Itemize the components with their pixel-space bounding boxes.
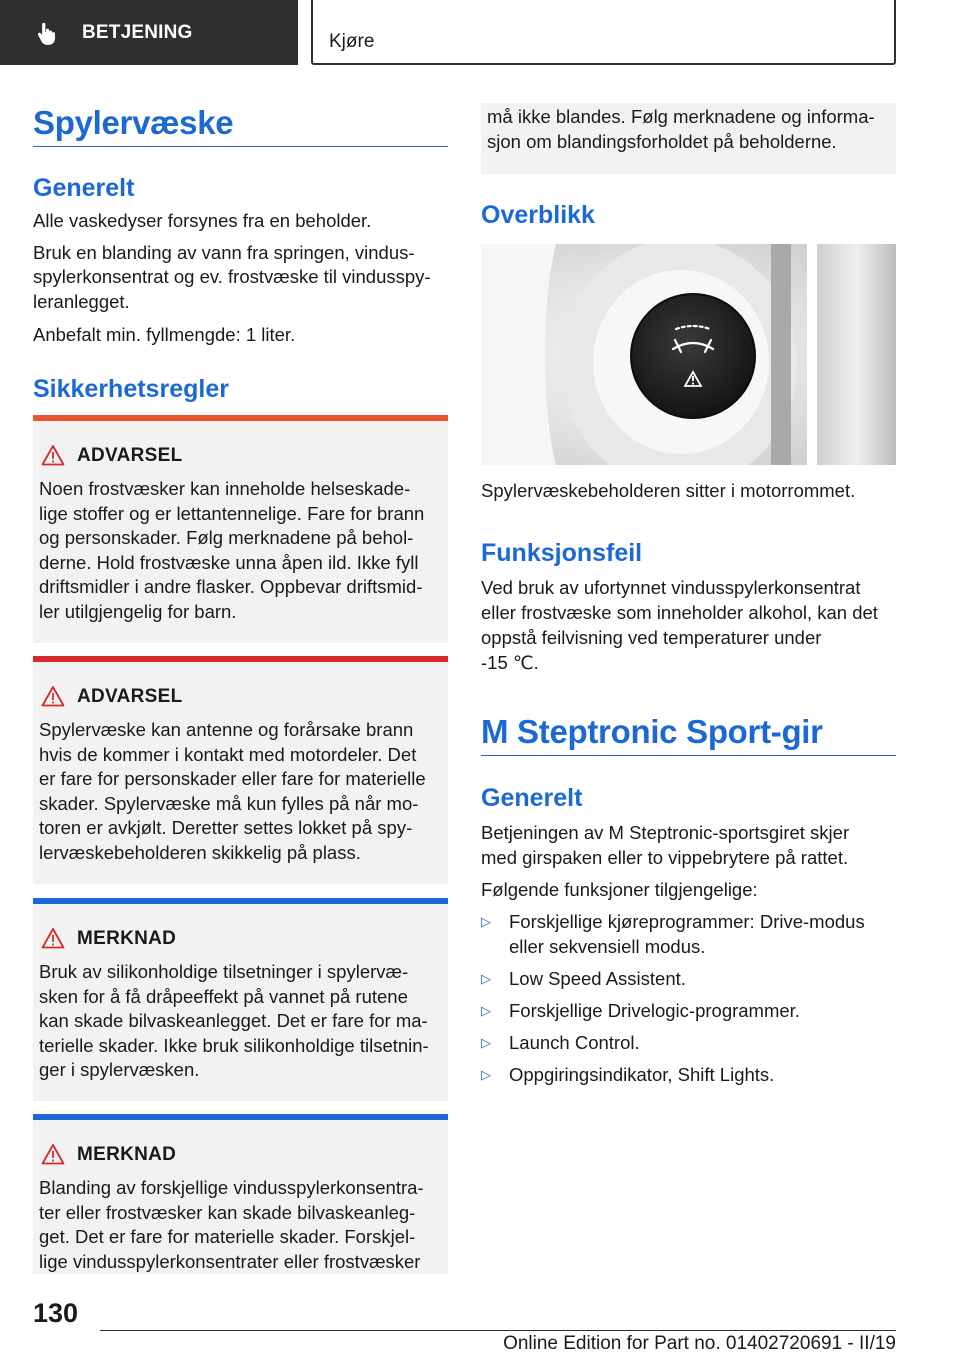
note-line: ter eller frostvæsker kan skade bilvaskeanleg‐ xyxy=(39,1201,416,1223)
note-line: Bruk av silikonholdige tilsetninger i spylervæ‐ xyxy=(39,961,409,982)
warning-line: toren er avkjølt. Deretter settes lokket på spy‐ xyxy=(39,817,413,838)
note-line: Blanding av forskjellige vindusspylerkonsentra‐ xyxy=(39,1177,424,1198)
note-line: lige vindusspylerkonsentrater eller frostvæsker xyxy=(39,1250,421,1272)
safety-heading: Sikkerhetsregler xyxy=(33,375,229,403)
list-item-line: eller sekvensiell modus. xyxy=(509,935,706,957)
warning-line: hvis de kommer i kontakt med motordeler. Det xyxy=(39,743,417,765)
washer-reservoir-photo xyxy=(481,244,896,465)
steptronic-title-rule xyxy=(481,755,896,756)
note-box-continuation xyxy=(481,103,896,174)
warning-line: derne. Hold frostvæske unna åpen ild. Ikke fyll xyxy=(39,551,419,573)
warning-bar xyxy=(33,415,448,421)
note-bar xyxy=(33,898,448,904)
generelt-2-line-2: med girspaken eller to vippebrytere på rattet. xyxy=(481,847,849,868)
note-line: må ikke blandes. Følg merknadene og informa‐ xyxy=(487,106,875,127)
list-item-line: Launch Control. xyxy=(509,1032,640,1053)
list-item-line: Forskjellige kjøreprogrammer: Drive-modus xyxy=(509,911,865,932)
generelt-paragraph-2-line-3: leranlegget. xyxy=(33,291,130,312)
warning-line: lervæskebeholderen skikkelig på plass. xyxy=(39,841,361,863)
title-rule xyxy=(33,146,448,147)
hand-pointer-icon xyxy=(34,20,60,46)
note-line: ger i spylervæsken. xyxy=(39,1059,200,1080)
note-line: sjon om blandingsforholdet på beholderne. xyxy=(487,130,837,152)
note-line: get. Det er fare for materielle skader. Forskjel‐ xyxy=(39,1226,416,1247)
funksjonsfeil-line-3: oppstå feilvisning ved temperaturer under xyxy=(481,627,822,648)
list-item-line: Low Speed Assistent. xyxy=(509,968,686,989)
warning-line: er fare for personskader eller fare for materielle xyxy=(39,768,426,789)
bullet-arrow-icon: ▷ xyxy=(481,1003,491,1018)
warning-box-2 xyxy=(33,656,448,884)
note-line: terielle skader. Ikke bruk silikonholdige tilsetnin‐ xyxy=(39,1034,429,1056)
bullet-arrow-icon: ▷ xyxy=(481,971,491,986)
warning-line: driftsmidler i andre flasker. Oppbevar driftsmid‐ xyxy=(39,576,423,597)
warning-text xyxy=(39,718,444,865)
note-title: MERKNAD xyxy=(77,928,177,949)
warning-bar xyxy=(33,656,448,662)
warning-line: Spylervæske kan antenne og forårsake brann xyxy=(39,719,414,740)
note-line: sken for å få dråpeeffekt på vannet på rutene xyxy=(39,985,408,1007)
warning-triangle-icon xyxy=(41,685,65,707)
footer-rule xyxy=(100,1330,896,1331)
steptronic-title: M Steptronic Sport-gir xyxy=(481,713,823,750)
generelt-heading-2: Generelt xyxy=(481,784,583,812)
note-text xyxy=(39,960,444,1083)
warning-box-1 xyxy=(33,415,448,643)
generelt-heading: Generelt xyxy=(33,174,135,202)
note-bar xyxy=(33,1114,448,1120)
generelt-paragraph-3: Anbefalt min. fyllmengde: 1 liter. xyxy=(33,324,296,345)
list-item-line: Forskjellige Drivelogic-programmer. xyxy=(509,1000,800,1021)
page-title: Spylervæske xyxy=(33,104,234,141)
warning-title: ADVARSEL xyxy=(77,445,183,466)
funksjonsfeil-line-2: eller frostvæske som inneholder alkohol, kan det xyxy=(481,602,878,623)
generelt-2-line-1: Betjeningen av M Steptronic-sportsgiret skjer xyxy=(481,822,850,843)
overblikk-heading: Overblikk xyxy=(481,201,595,229)
bullet-arrow-icon: ▷ xyxy=(481,1035,491,1050)
warning-line: lige stoffer og er lettantennelige. Fare for brann xyxy=(39,502,425,524)
note-title: MERKNAD xyxy=(77,1144,177,1165)
warning-title: ADVARSEL xyxy=(77,686,183,707)
warning-triangle-icon xyxy=(41,1143,65,1165)
warning-line: Noen frostvæsker kan inneholde helseskade‐ xyxy=(39,478,411,499)
note-text xyxy=(487,105,892,154)
warning-line: ler utilgjengelig for barn. xyxy=(39,600,237,622)
edition-footer: Online Edition for Part no. 01402720691 - II/19 xyxy=(503,1333,896,1354)
warning-text xyxy=(39,477,444,624)
section-tab xyxy=(0,0,298,65)
note-line: kan skade bilvaskeanlegget. Det er fare for ma‐ xyxy=(39,1010,428,1031)
note-text xyxy=(39,1176,444,1274)
functions-intro: Følgende funksjoner tilgjengelige: xyxy=(481,879,758,900)
warning-line: skader. Spylervæske må kun fylles på når mo‐ xyxy=(39,792,419,814)
generelt-paragraph-2-line-2: spylerkonsentrat og ev. frostvæske til vindusspy‐ xyxy=(33,266,431,287)
warning-triangle-icon xyxy=(41,927,65,949)
chapter-label: Kjøre xyxy=(329,31,375,52)
warning-triangle-icon xyxy=(41,444,65,466)
generelt-paragraph-2-line-1: Bruk en blanding av vann fra springen, vindus‐ xyxy=(33,242,415,263)
note-box-1 xyxy=(33,898,448,1101)
list-item-line: Oppgiringsindikator, Shift Lights. xyxy=(509,1064,775,1085)
bullet-arrow-icon: ▷ xyxy=(481,1067,491,1082)
page-number: 130 xyxy=(33,1298,79,1328)
funksjonsfeil-heading: Funksjonsfeil xyxy=(481,539,643,567)
funksjonsfeil-line-4: ‑15 ℃. xyxy=(481,652,539,673)
photo-caption: Spylervæskebeholderen sitter i motorrommet. xyxy=(481,480,856,501)
note-box-2 xyxy=(33,1114,448,1274)
funksjonsfeil-line-1: Ved bruk av ufortynnet vindusspylerkonsentrat xyxy=(481,577,861,598)
section-label: BETJENING xyxy=(82,21,193,43)
bullet-arrow-icon: ▷ xyxy=(481,914,491,929)
warning-line: og personskader. Følg merknadene på behol‐ xyxy=(39,527,414,548)
generelt-paragraph-1: Alle vaskedyser forsynes fra en beholder. xyxy=(33,210,372,231)
chapter-tab xyxy=(311,0,896,65)
